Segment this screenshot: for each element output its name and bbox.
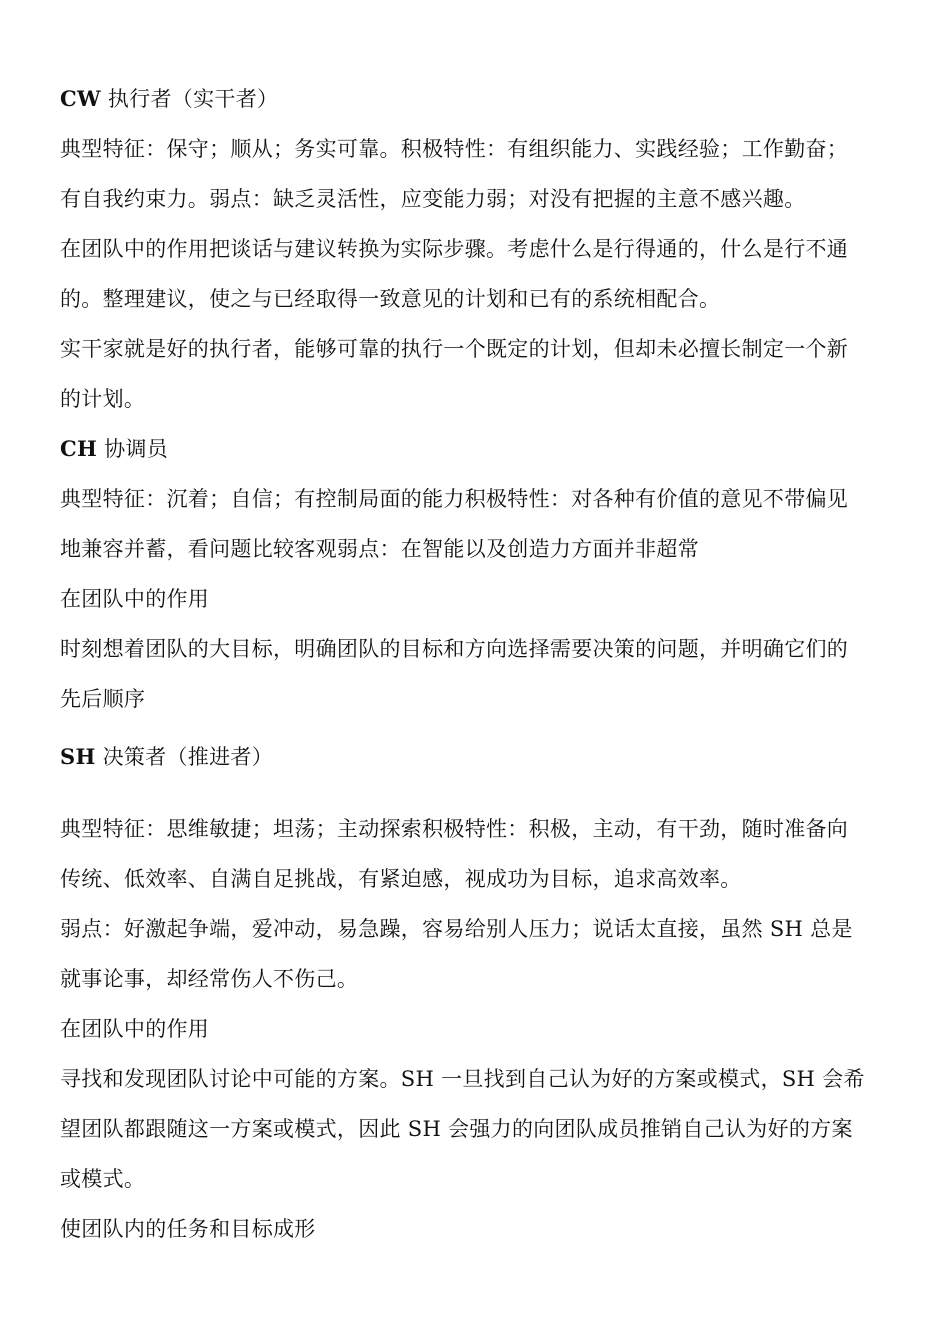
paragraph-line: 或模式。 xyxy=(60,1167,146,1191)
section-cw xyxy=(60,74,888,424)
section-ch xyxy=(60,424,888,724)
paragraph-line: 的计划。 xyxy=(60,387,146,411)
paragraph-line: 有自我约束力。弱点：缺乏灵活性，应变能力弱；对没有把握的主意不感兴趣。 xyxy=(60,187,806,211)
paragraph-line: 在团队中的作用 xyxy=(60,587,210,611)
paragraph-line: 在团队中的作用 xyxy=(60,1017,210,1041)
paragraph-line: 就事论事，却经常伤人不伤己。 xyxy=(60,967,359,991)
paragraph-line: 典型特征：思维敏捷；坦荡；主动探索积极特性：积极，主动，有干劲，随时准备向 xyxy=(60,817,849,841)
paragraph-line: 典型特征：沉着；自信；有控制局面的能力积极特性：对各种有价值的意见不带偏见 xyxy=(60,487,849,511)
section-heading-cw xyxy=(60,74,888,124)
paragraph-line: 传统、低效率、自满自足挑战，有紧迫感，视成功为目标，追求高效率。 xyxy=(60,867,742,891)
paragraph-line: 实干家就是好的执行者，能够可靠的执行一个既定的计划，但却未必擅长制定一个新 xyxy=(60,337,849,361)
paragraph-line: 在团队中的作用把谈话与建议转换为实际步骤。考虑什么是行得通的，什么是行不通 xyxy=(60,237,849,261)
spacer xyxy=(60,782,888,804)
paragraph-line: 典型特征：保守；顺从；务实可靠。积极特性：有组织能力、实践经验；工作勤奋； xyxy=(60,137,849,161)
paragraph-line: 寻找和发现团队讨论中可能的方案。SH 一旦找到自己认为好的方案或模式，SH 会希 xyxy=(60,1067,865,1091)
document-page xyxy=(60,74,888,1254)
spacer xyxy=(60,724,888,732)
paragraph-line: 弱点：好激起争端，爱冲动，易急躁，容易给别人压力；说话太直接，虽然 SH 总是 xyxy=(60,917,853,941)
role-title: 执行者（实干者） xyxy=(107,87,279,111)
role-code: SH xyxy=(60,744,96,769)
paragraph-line: 地兼容并蓄，看问题比较客观弱点：在智能以及创造力方面并非超常 xyxy=(60,537,699,561)
role-code: CH xyxy=(60,436,98,461)
paragraph-line: 先后顺序 xyxy=(60,687,146,711)
section-heading-ch xyxy=(60,424,888,474)
role-code: CW xyxy=(60,86,101,111)
paragraph-line: 时刻想着团队的大目标，明确团队的目标和方向选择需要决策的问题，并明确它们的 xyxy=(60,637,849,661)
role-title: 决策者（推进者） xyxy=(102,745,273,769)
role-title: 协调员 xyxy=(104,437,169,461)
paragraph-line: 的。整理建议，使之与已经取得一致意见的计划和已有的系统相配合。 xyxy=(60,287,721,311)
paragraph-line: 望团队都跟随这一方案或模式，因此 SH 会强力的向团队成员推销自己认为好的方案 xyxy=(60,1117,853,1141)
paragraph-line: 使团队内的任务和目标成形 xyxy=(60,1217,316,1241)
section-sh xyxy=(60,732,888,1254)
section-heading-sh xyxy=(60,732,888,782)
